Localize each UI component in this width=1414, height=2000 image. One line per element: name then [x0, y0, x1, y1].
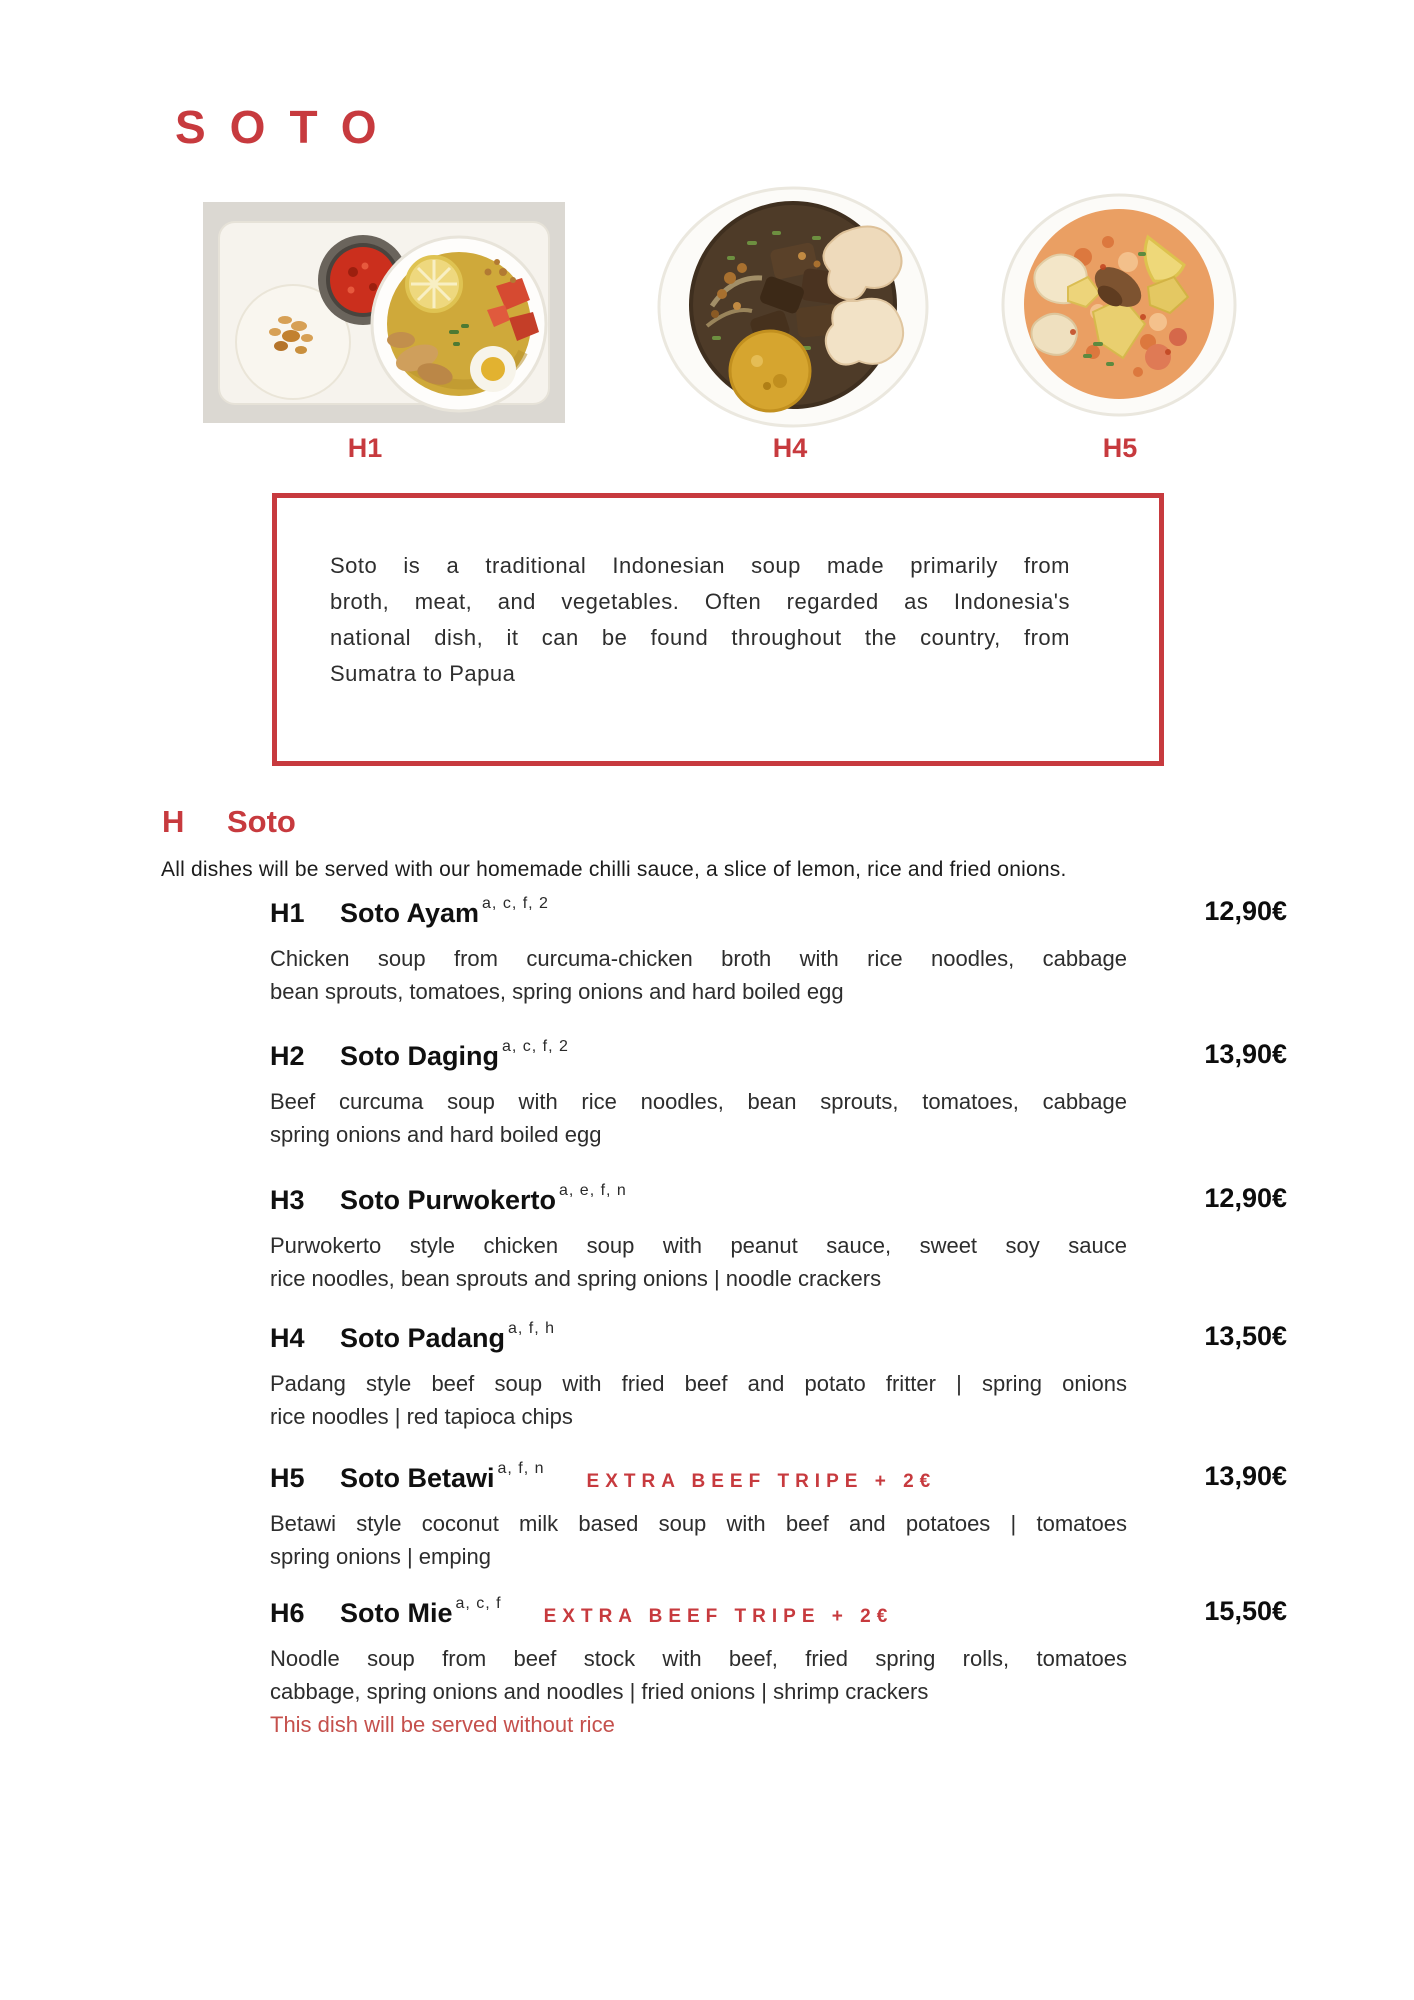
item-code: H1 — [270, 898, 305, 928]
info-line: Sumatra to Papua — [330, 661, 516, 686]
item-allergens: a, c, f, 2 — [501, 1038, 569, 1055]
item-price: 15,50€ — [1204, 1596, 1287, 1626]
item-name: Soto Daging — [340, 1041, 499, 1071]
soto-betawi-photo — [998, 192, 1240, 425]
desc-line: Noodle soup from beef stock with beef, fried spring rolls, tomatoes — [270, 1646, 1127, 1671]
item-description — [270, 1085, 1127, 1151]
desc-line: Betawi style coconut milk based soup with beef and potatoes | tomatoes — [270, 1511, 1127, 1536]
gallery-label-h4: H4 — [772, 433, 808, 463]
page-title: SOTO — [175, 101, 401, 153]
item-head — [270, 1595, 1287, 1636]
item-name: Soto Betawi — [340, 1463, 495, 1493]
gallery-label-h5: H5 — [1102, 433, 1138, 463]
soto-padang-photo — [652, 186, 935, 434]
item-name: Soto Ayam — [340, 898, 480, 928]
item-description — [270, 1642, 1127, 1708]
desc-line: bean sprouts, tomatoes, spring onions and hard boiled egg — [270, 979, 844, 1004]
item-head — [270, 1038, 1287, 1079]
item-price: 12,90€ — [1204, 896, 1287, 926]
item-price: 12,90€ — [1204, 1183, 1287, 1213]
item-code: H5 — [270, 1463, 305, 1493]
item-head — [270, 1460, 1287, 1501]
desc-line: Purwokerto style chicken soup with peanut sauce, sweet soy sauce — [270, 1233, 1127, 1258]
section-name: Soto — [227, 804, 296, 839]
menu-item-h5 — [270, 1460, 1287, 1573]
item-head — [270, 1320, 1287, 1361]
menu-item-h1 — [270, 895, 1287, 1008]
menu-item-h6 — [270, 1595, 1287, 1741]
item-price: 13,90€ — [1204, 1461, 1287, 1491]
item-name: Soto Mie — [340, 1598, 453, 1628]
item-code: H4 — [270, 1323, 305, 1353]
item-price: 13,50€ — [1204, 1321, 1287, 1351]
desc-line: spring onions | emping — [270, 1544, 491, 1569]
soto-info-text — [330, 548, 1070, 692]
menu-item-h2 — [270, 1038, 1287, 1151]
soto-info-box — [272, 493, 1164, 766]
item-note: This dish will be served without rice — [270, 1712, 615, 1737]
item-description — [270, 1367, 1127, 1433]
item-name: Soto Padang — [340, 1323, 506, 1353]
info-line: broth, meat, and vegetables. Often regarded as Indonesia's — [330, 589, 1070, 614]
info-line: Soto is a traditional Indonesian soup made primarily from — [330, 553, 1070, 578]
section-heading — [162, 804, 296, 840]
desc-line: spring onions and hard boiled egg — [270, 1122, 602, 1147]
desc-line: Beef curcuma soup with rice noodles, bean sprouts, tomatoes, cabbage — [270, 1089, 1127, 1114]
item-extra-offer: EXTRA BEEF TRIPE + 2€ — [543, 1606, 894, 1627]
item-extra-offer: EXTRA BEEF TRIPE + 2€ — [586, 1471, 937, 1492]
desc-line: rice noodles, bean sprouts and spring onions | noodle crackers — [270, 1266, 882, 1291]
item-allergens: a, f, n — [497, 1460, 545, 1477]
item-allergens: a, e, f, n — [559, 1182, 627, 1199]
item-description — [270, 942, 1127, 1008]
item-head — [270, 1182, 1287, 1223]
desc-line: Chicken soup from curcuma-chicken broth with rice noodles, cabbage — [270, 946, 1127, 971]
item-description — [270, 1507, 1127, 1573]
item-code: H2 — [270, 1041, 305, 1071]
desc-line: rice noodles | red tapioca chips — [270, 1404, 573, 1429]
desc-line: Padang style beef soup with fried beef and potato fritter | spring onions — [270, 1371, 1127, 1396]
item-code: H3 — [270, 1185, 305, 1215]
item-name: Soto Purwokerto — [340, 1185, 557, 1215]
desc-line: cabbage, spring onions and noodles | fried onions | shrimp crackers — [270, 1679, 929, 1704]
item-description — [270, 1229, 1127, 1295]
item-code: H6 — [270, 1598, 305, 1628]
item-head — [270, 895, 1287, 936]
section-intro: All dishes will be served with our homemade chilli sauce, a slice of lemon, rice and fried onions. — [161, 858, 1067, 881]
item-allergens: a, c, f, 2 — [482, 895, 549, 912]
soto-ayam-photo — [203, 202, 565, 428]
section-code: H — [162, 804, 185, 839]
menu-item-h3 — [270, 1182, 1287, 1295]
gallery-label-h1: H1 — [347, 433, 383, 463]
item-allergens: a, c, f — [455, 1595, 502, 1612]
item-allergens: a, f, h — [508, 1320, 556, 1337]
item-price: 13,90€ — [1204, 1039, 1287, 1069]
info-line: national dish, it can be found throughout the country, from — [330, 625, 1070, 650]
menu-item-h4 — [270, 1320, 1287, 1433]
